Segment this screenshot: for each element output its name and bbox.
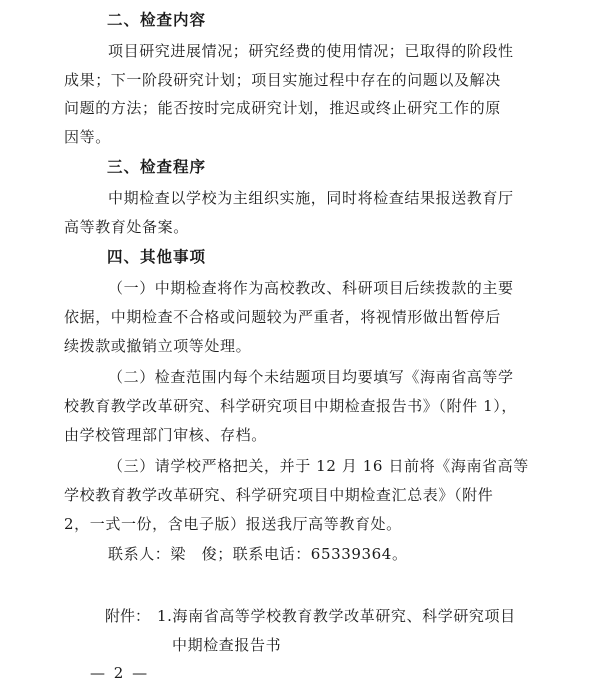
paragraph-line: 学校教育教学改革研究、科学研究项目中期检查汇总表》（附件 [64,486,494,504]
section-heading-inspection-content: 二、检查内容 [107,11,207,29]
paragraph-line: 由学校管理部门审核、存档。 [64,426,267,444]
paragraph-line: 高等教育处备案。 [64,218,189,236]
section-heading-other-matters: 四、其他事项 [107,248,207,266]
paragraph-line: 项目研究进展情况；研究经费的使用情况；已取得的阶段性 [108,42,514,60]
paragraph-line: （三）请学校严格把关，并于 12 月 16 日前将《海南省高等 [108,457,529,475]
attachment-item: 1.海南省高等学校教育教学改革研究、科学研究项目 [157,607,516,625]
paragraph-line: 校教育教学改革研究、科学研究项目中期检查报告书》（附件 1）， [64,397,517,415]
paragraph-line: 中期检查以学校为主组织实施，同时将检查结果报送教育厅 [108,189,514,207]
paragraph-line: 成果；下一阶段研究计划；项目实施过程中存在的问题以及解决 [64,71,501,89]
section-heading-inspection-procedure: 三、检查程序 [107,158,207,176]
attachment-label: 附件： [105,607,151,625]
paragraph-line: （一）中期检查将作为高校教改、科研项目后续拨款的主要 [108,279,514,297]
paragraph-line: 依据，中期检查不合格或问题较为严重者，将视情形做出暂停后 [64,308,501,326]
contact-line: 联系人：梁 俊；联系电话：65339364。 [108,545,408,563]
attachment-item-continued: 中期检查报告书 [172,636,282,654]
paragraph-line: 问题的方法；能否按时完成研究计划，推迟或终止研究工作的原 [64,99,501,117]
paragraph-line: 因等。 [64,128,111,146]
paragraph-line: （二）检查范围内每个未结题项目均要填写《海南省高等学 [108,368,514,386]
paragraph-line: 续拨款或撤销立项等处理。 [64,337,252,355]
paragraph-line: 2，一式一份，含电子版）报送我厅高等教育处。 [64,515,402,533]
page-number: — 2 — [90,664,150,682]
